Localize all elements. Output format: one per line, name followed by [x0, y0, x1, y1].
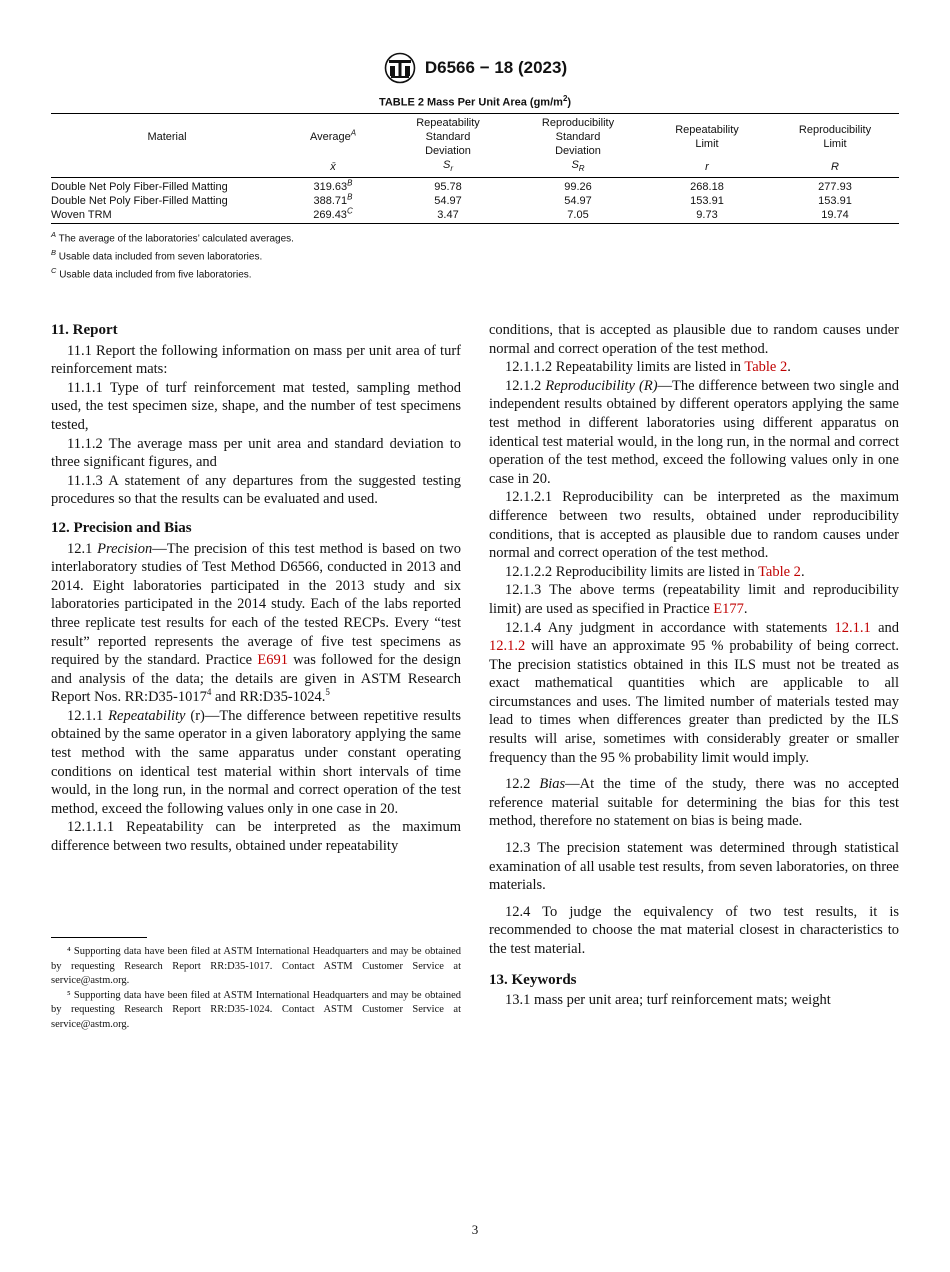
paragraph: 12.2 Bias—At the time of the study, there was no accepted reference material suitable for determining the bias for this test method, therefore no statement on bias is being made. [489, 776, 900, 830]
paragraph: 12.1.2.1 Reproducibility can be interpreted as the maximum difference between two results, obtained under reproducibility conditions, that is accepted as plausible due to random causes under normal and correct operation of the test method. [489, 489, 899, 562]
col-reproducibility-limit: Reproducibility Limit [771, 114, 899, 159]
sym-material [51, 158, 283, 178]
paragraph: 12.1.1 Repeatability (r)—The difference between repetitive results obtained by the same operator in a given laboratory applying the same test method with the same apparatus under constant operating conditions on identical test material within short intervals of time would, in the long run, in the normal and correct operation of the test method, exceed the following values only in one case in 20. [51, 707, 461, 817]
paragraph: 11.1 Report the following information on mass per unit area of turf reinforcement mats: [51, 342, 461, 378]
paragraph: 13.1 mass per unit area; turf reinforcement mats; weight [505, 992, 831, 1009]
link-12-1-2[interactable]: 12.1.2 [489, 638, 526, 655]
sym-sr: $S_r$ [383, 158, 513, 178]
table-row: Double Net Poly Fiber-Filled Matting 319.63$^B$ 95.78 99.26 268.18 277.93 [51, 178, 852, 194]
footnote-rule [51, 937, 147, 938]
mass-per-unit-area-table [51, 113, 899, 224]
sym-r: r [643, 158, 771, 178]
table-row: Woven TRM 269.43$^C$ 3.47 7.05 9.73 19.74 [51, 208, 899, 224]
footnote: ⁴ Supporting data have been filed at ASTM International Headquarters and may be obtained by requesting Research Report RR:D35-1017. Contact ASTM Customer Service at service@astm.org. [51, 946, 461, 987]
paragraph: conditions, that is accepted as plausible due to random causes under normal and correct operation of the test method. [489, 322, 899, 357]
right-column [489, 321, 899, 1010]
section-heading-report: 11. Report [51, 322, 118, 338]
paragraph: 12.1.2 Reproducibility (R)—The difference between two single and independent results obtained by different operators applying the same test method in different laboratories using different apparatus on identical test material would, in the long run, in the normal and correct operation of the test method, exceed the following values only in one case in 20. [489, 377, 899, 487]
paragraph: 12.1.3 The above terms (repeatability limit and reproducibility limit) are used as specified in Practice E177. [489, 582, 899, 617]
paragraph: 11.1.2 The average mass per unit area and standard deviation to three significant figures, and [51, 435, 461, 471]
col-material: Material [51, 114, 283, 159]
table-note: $^C$ Usable data included from five laboratories. [51, 265, 252, 280]
col-repeatability-sd: Repeatability Standard Deviation [383, 114, 513, 159]
paragraph: 12.1.1.2 Repeatability limits are listed in Table 2. [505, 359, 791, 376]
footnote: ⁵ Supporting data have been filed at ASTM International Headquarters and may be obtained by requesting Research Report RR:D35-1024. Contact ASTM Customer Service at service@astm.org. [51, 989, 461, 1030]
paragraph: 12.1.4 Any judgment in accordance with statements 12.1.1 and 12.1.2 will have an approximate 95 % probability of being correct. The precision statistics obtained in this ILS must not be treated as exact mathematical quantities which are applicable to all circumstances and uses. The limited number of materials tested may lead to times when differences greater than predicted by the ILS results will arise, sometimes with considerably greater or smaller frequency than the 95 % probability limit would imply. [489, 619, 900, 766]
paragraph: 12.1.1.1 Repeatability can be interpreted as the maximum difference between two results, obtained under repeatability [51, 819, 461, 855]
col-average: Average$^A$ [283, 114, 383, 159]
paragraph: 12.3 The precision statement was determined through statistical examination of all usable test results, from seven laboratories, on three materials. [489, 840, 899, 894]
paragraph: 11.1.1 Type of turf reinforcement mat tested, sampling method used, the test specimen size, shape, and the number of test specimens tested, [51, 379, 461, 433]
section-heading-precision: 12. Precision and Bias [51, 519, 192, 536]
link-e177[interactable]: E177 [713, 600, 744, 617]
section-heading-keywords: 13. Keywords [489, 971, 577, 988]
table-note: $^B$ Usable data included from seven laboratories. [51, 247, 263, 263]
table-row: Double Net Poly Fiber-Filled Matting 388.71$^B$ 54.97 54.97 153.91 153.91 [51, 192, 852, 208]
table-caption: TABLE 2 Mass Per Unit Area $(gm/m^2)$ [378, 94, 572, 109]
paragraph: 12.1.2.2 Reproducibility limits are listed in Table 2. [505, 563, 805, 580]
astm-logo-icon [383, 52, 417, 84]
paragraph: 11.1.3 A statement of any departures from the suggested testing procedures so that the results can be evaluated and used. [51, 472, 461, 508]
link-table-2[interactable]: Table 2 [758, 563, 801, 580]
col-repeatability-limit: Repeatability Limit [643, 114, 771, 159]
sym-R: R [771, 158, 899, 178]
page-number: 3 [471, 1222, 479, 1237]
sym-sR: $S_R$ [513, 158, 643, 178]
standard-code: D6566 − 18 (2023) [424, 58, 568, 77]
footnotes [51, 945, 461, 1033]
paragraph: 12.1 Precision—The precision of this test method is based on two interlaboratory studies of Test Method D6566, conducted in 2013 and 2014. Eight laboratories participated in the 2013 study and six laboratories participated in the 2014 study. Each of the labs reported three replicate test results for each of the tested RECPs. Every “test result” reported represents the average of five test specimens as required by the standard. Practice E691 was followed for the design and analysis of the data; the details are given in ASTM Research Report Nos. RR:D35-1017$^4$ and RR:D35-1024.$^5$ [51, 540, 461, 706]
paragraph: 12.4 To judge the equivalency of two test results, it is recommended to choose the mat material closest in characteristics to the test material. [489, 903, 899, 957]
link-e691[interactable]: E691 [257, 652, 288, 669]
page-header [0, 52, 950, 89]
col-reproducibility-sd: Reproducibility Standard Deviation [513, 114, 643, 159]
sym-average: x̄ [283, 158, 383, 178]
table-notes [51, 228, 294, 281]
link-table-2[interactable]: Table 2 [744, 359, 788, 376]
left-column [51, 321, 461, 856]
table-note: $^A$ The average of the laboratories’ calculated averages. [51, 230, 294, 245]
link-12-1-1[interactable]: 12.1.1 [834, 619, 871, 636]
